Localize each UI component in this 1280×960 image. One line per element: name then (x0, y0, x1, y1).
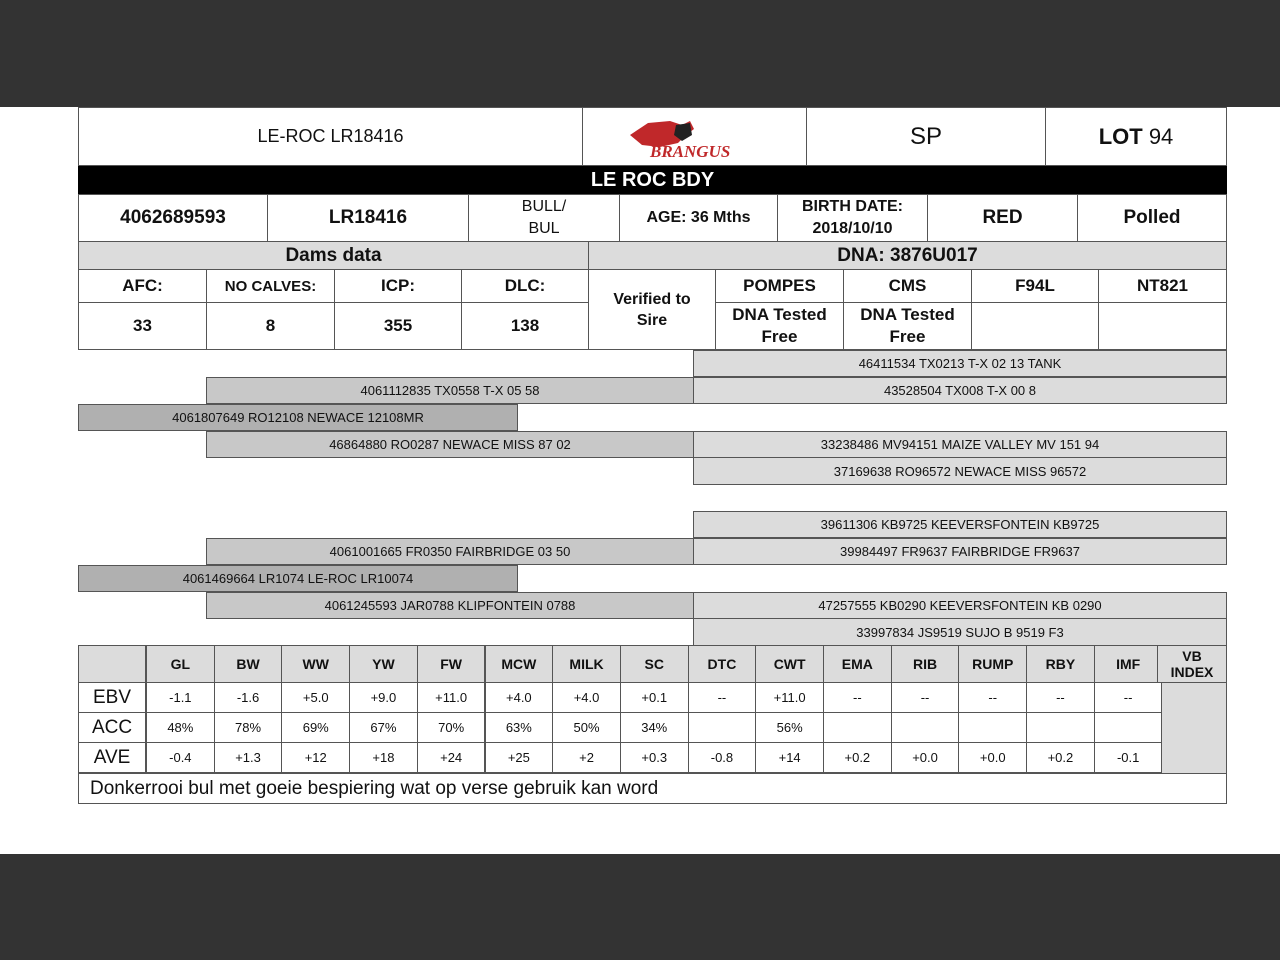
ebv-cell-ave-milk: +2 (552, 742, 621, 773)
ebv-cell-acc-fw: 70% (417, 712, 486, 743)
ebv-cell-ebv-bw: -1.6 (214, 682, 283, 713)
ebv-cell-ebv-dtc: -- (688, 682, 757, 713)
ebv-cell-ave-bw: +1.3 (214, 742, 283, 773)
cms-header: CMS (843, 269, 972, 303)
birth-date-label: BIRTH DATE: (801, 198, 904, 215)
ebv-cell-ave-dtc: -0.8 (688, 742, 757, 773)
ebv-cell-acc-cwt: 56% (755, 712, 824, 743)
bull-logo-icon (620, 113, 770, 161)
no-calves-header: NO CALVES: (206, 269, 335, 303)
cms-value: DNA Tested Free (843, 302, 972, 350)
ebv-cell-ave-imf: -0.1 (1094, 742, 1163, 773)
comment: Donkerrooi bul met goeie bespiering wat op verse gebruik kan word (78, 773, 1227, 804)
birth-date: 2018/10/10 (812, 220, 893, 237)
ebv-cell-ave-cwt: +14 (755, 742, 824, 773)
ebv-cell-ebv-fw: +11.0 (417, 682, 486, 713)
afc-value: 33 (78, 302, 207, 350)
ebv-cell-acc-imf (1094, 712, 1163, 743)
grade: SP (806, 107, 1046, 166)
color: RED (927, 194, 1078, 242)
ebv-cell-acc-bw: 78% (214, 712, 283, 743)
sex: BULL/ BUL (468, 194, 620, 242)
ebv-cell-acc-milk: 50% (552, 712, 621, 743)
ebv-cell-ebv-cwt: +11.0 (755, 682, 824, 713)
ebv-header-rump: RUMP (958, 645, 1027, 683)
ebv-cell-acc-mcw: 63% (485, 712, 554, 743)
age: AGE: 36 Mths (619, 194, 778, 242)
ebv-header-rby: RBY (1026, 645, 1095, 683)
ebv-cell-ebv-gl: -1.1 (146, 682, 215, 713)
ebv-cell-ave-yw: +18 (349, 742, 418, 773)
ebv-header-fw: FW (417, 645, 486, 683)
no-calves-value: 8 (206, 302, 335, 350)
ebv-cell-ebv-ema: -- (823, 682, 892, 713)
nt821-header: NT821 (1098, 269, 1227, 303)
ebv-corner (78, 645, 146, 683)
ebv-row-label-ebv: EBV (78, 682, 146, 713)
ebv-header-milk: MILK (552, 645, 621, 683)
pedigree-sire: 4061807649 RO12108 NEWACE 12108MR (78, 404, 518, 431)
vb-index-value (1157, 682, 1227, 774)
f94l-header: F94L (971, 269, 1099, 303)
pedigree-dam-sire: 4061001665 FR0350 FAIRBRIDGE 03 50 (206, 538, 694, 565)
lot-number-box (1045, 107, 1227, 166)
vb-index-header: VB INDEX (1157, 645, 1227, 683)
ebv-cell-acc-yw: 67% (349, 712, 418, 743)
ebv-cell-ave-gl: -0.4 (146, 742, 215, 773)
ebv-cell-ebv-mcw: +4.0 (485, 682, 554, 713)
lot-label: LOT (1098, 123, 1143, 149)
pompes-header: POMPES (715, 269, 844, 303)
ebv-cell-ebv-yw: +9.0 (349, 682, 418, 713)
pompes-value: DNA Tested Free (715, 302, 844, 350)
ebv-header-ema: EMA (823, 645, 892, 683)
ebv-cell-ebv-imf: -- (1094, 682, 1163, 713)
ebv-cell-ave-rby: +0.2 (1026, 742, 1095, 773)
pedigree-sire-sire: 4061112835 TX0558 T-X 05 58 (206, 377, 694, 404)
ebv-header-ww: WW (281, 645, 350, 683)
ebv-cell-acc-rib (891, 712, 960, 743)
ebv-cell-ebv-ww: +5.0 (281, 682, 350, 713)
pedigree-dds: 47257555 KB0290 KEEVERSFONTEIN KB 0290 (693, 592, 1227, 619)
pedigree-dss: 39611306 KB9725 KEEVERSFONTEIN KB9725 (693, 511, 1227, 538)
ebv-cell-ave-fw: +24 (417, 742, 486, 773)
ebv-header-gl: GL (146, 645, 215, 683)
pedigree-dam-dam: 4061245593 JAR0788 KLIPFONTEIN 0788 (206, 592, 694, 619)
ebv-cell-ave-ema: +0.2 (823, 742, 892, 773)
ebv-header-imf: IMF (1094, 645, 1163, 683)
ebv-cell-acc-gl: 48% (146, 712, 215, 743)
ebv-cell-ave-rump: +0.0 (958, 742, 1027, 773)
ebv-cell-ebv-rib: -- (891, 682, 960, 713)
ebv-header-yw: YW (349, 645, 418, 683)
dlc-header: DLC: (461, 269, 589, 303)
lot-number: 94 (1148, 123, 1174, 149)
pedigree-sds: 33238486 MV94151 MAIZE VALLEY MV 151 94 (693, 431, 1227, 458)
ebv-header-rib: RIB (891, 645, 960, 683)
pedigree-ssd: 43528504 TX008 T-X 00 8 (693, 377, 1227, 404)
ebv-cell-ave-rib: +0.0 (891, 742, 960, 773)
dams-title: Dams data (78, 241, 589, 270)
ebv-header-mcw: MCW (485, 645, 554, 683)
afc-header: AFC: (78, 269, 207, 303)
ebv-cell-acc-sc: 34% (620, 712, 689, 743)
ebv-cell-acc-rump (958, 712, 1027, 743)
pedigree-sire-dam: 46864880 RO0287 NEWACE MISS 87 02 (206, 431, 694, 458)
registration: LR18416 (267, 194, 469, 242)
ebv-cell-ebv-rump: -- (958, 682, 1027, 713)
animal-name: LE-ROC LR18416 (78, 107, 583, 166)
ebv-cell-ebv-milk: +4.0 (552, 682, 621, 713)
pedigree-dam: 4061469664 LR1074 LE-ROC LR10074 (78, 565, 518, 592)
ebv-cell-ave-sc: +0.3 (620, 742, 689, 773)
ebv-cell-ebv-rby: -- (1026, 682, 1095, 713)
pedigree-sdd: 37169638 RO96572 NEWACE MISS 96572 (693, 457, 1227, 485)
ebv-header-cwt: CWT (755, 645, 824, 683)
title-bar: LE ROC BDY (78, 166, 1227, 194)
ebv-cell-acc-ww: 69% (281, 712, 350, 743)
dlc-value: 138 (461, 302, 589, 350)
ebv-header-sc: SC (620, 645, 689, 683)
ebv-header-bw: BW (214, 645, 283, 683)
pedigree-dsd: 39984497 FR9637 FAIRBRIDGE FR9637 (693, 538, 1227, 565)
ebv-cell-ave-ww: +12 (281, 742, 350, 773)
ebv-header-dtc: DTC (688, 645, 757, 683)
brangus-logo (582, 107, 807, 166)
nt821-value (1098, 302, 1227, 350)
dna-title: DNA: 3876U017 (588, 241, 1227, 270)
pedigree-sss: 46411534 TX0213 T-X 02 13 TANK (693, 350, 1227, 377)
horn-status: Polled (1077, 194, 1227, 242)
ebv-cell-acc-rby (1026, 712, 1095, 743)
lot-sheet (0, 107, 1280, 854)
f94l-value (971, 302, 1099, 350)
ebv-cell-acc-dtc (688, 712, 757, 743)
icp-value: 355 (334, 302, 462, 350)
id-number: 4062689593 (78, 194, 268, 242)
ebv-cell-ave-mcw: +25 (485, 742, 554, 773)
svg-text:BRANGUS: BRANGUS (649, 141, 730, 161)
icp-header: ICP: (334, 269, 462, 303)
ebv-row-label-ave: AVE (78, 742, 146, 773)
ebv-cell-ebv-sc: +0.1 (620, 682, 689, 713)
pedigree-ddd: 33997834 JS9519 SUJO B 9519 F3 (693, 618, 1227, 646)
ebv-row-label-acc: ACC (78, 712, 146, 743)
ebv-cell-acc-ema (823, 712, 892, 743)
verified-to-sire: Verified to Sire (588, 269, 716, 350)
birth-date-box (777, 194, 928, 242)
